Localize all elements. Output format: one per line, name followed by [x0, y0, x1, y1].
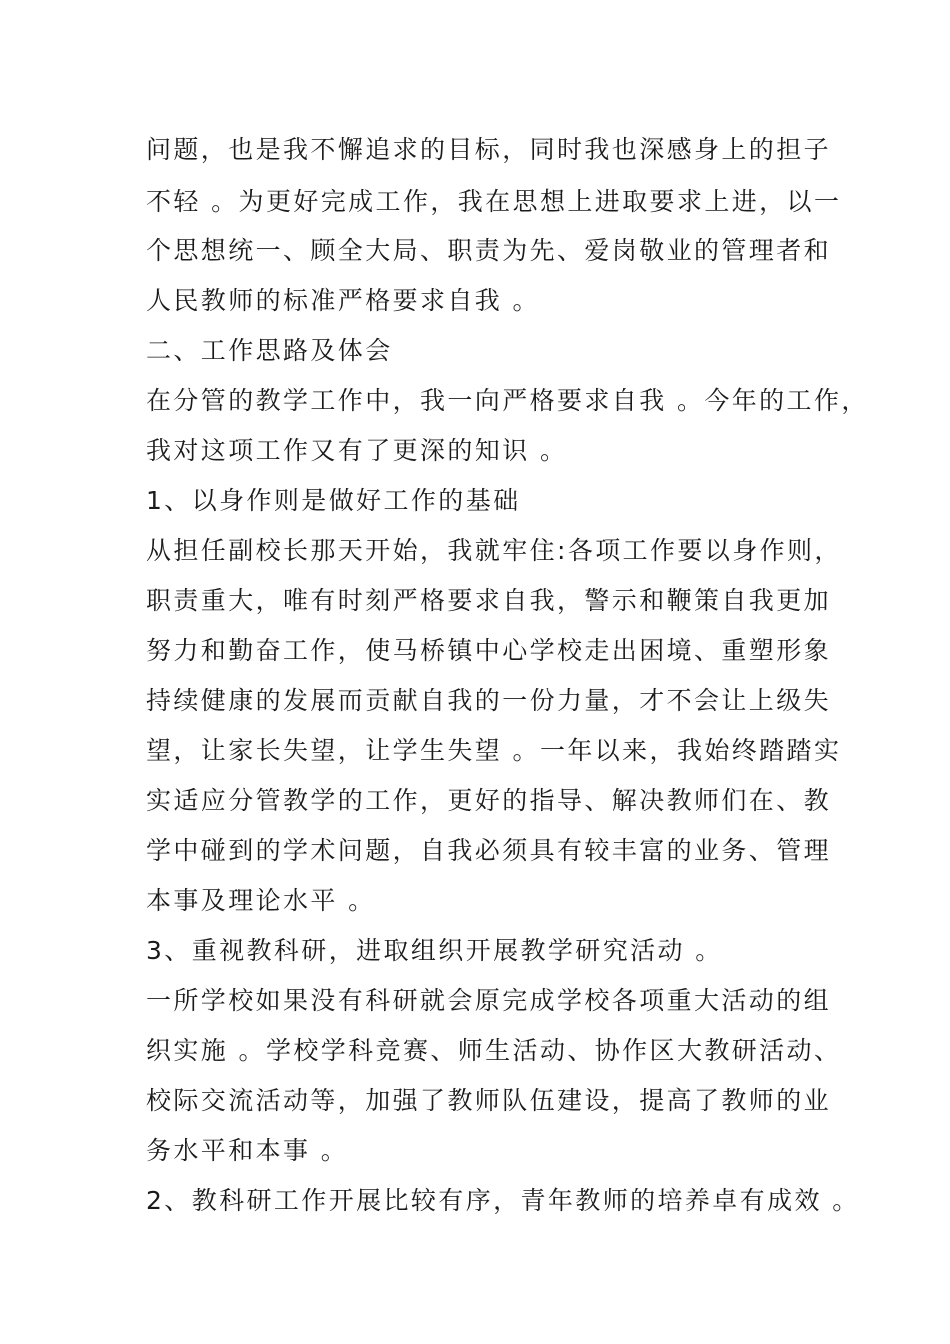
text-line: 从担任副校长那天开始，我就牢住:各项工作要以身作则，: [146, 536, 842, 565]
text-line: 努力和勤奋工作，使马桥镇中心学校走出困境、重塑形象: [146, 636, 832, 665]
section-heading: 二、工作思路及体会: [146, 336, 393, 365]
subsection-heading: 2、教科研工作开展比较有序，青年教师的培养卓有成效 。: [146, 1186, 860, 1215]
text-line: 持续健康的发展而贡献自我的一份力量，才不会让上级失: [146, 686, 832, 715]
text-line: 不轻 。为更好完成工作，我在思想上进取要求上进，以一: [146, 187, 842, 216]
text-line: 校际交流活动等，加强了教师队伍建设，提高了教师的业: [146, 1086, 832, 1115]
text-line: 问题，也是我不懈追求的目标，同时我也深感身上的担子: [146, 135, 832, 164]
text-line: 望，让家长失望，让学生失望 。一年以来，我始终踏踏实: [146, 736, 842, 765]
text-line: 一所学校如果没有科研就会原完成学校各项重大活动的组: [146, 986, 832, 1015]
text-line: 实适应分管教学的工作，更好的指导、解决教师们在、教: [146, 786, 832, 815]
text-line: 我对这项工作又有了更深的知识 。: [146, 436, 568, 465]
text-line: 个思想统一、顾全大局、职责为先、爱岗敬业的管理者和: [146, 236, 832, 265]
subsection-heading: 1、以身作则是做好工作的基础: [146, 486, 521, 515]
text-line: 学中碰到的学术问题，自我必须具有较丰富的业务、管理: [146, 836, 832, 865]
text-line: 人民教师的标准严格要求自我 。: [146, 286, 540, 315]
subsection-heading: 3、重视教科研，进取组织开展教学研究活动 。: [146, 936, 723, 965]
text-line: 在分管的教学工作中，我一向严格要求自我 。今年的工作，: [146, 386, 869, 415]
text-line: 务水平和本事 。: [146, 1136, 349, 1165]
text-line: 本事及理论水平 。: [146, 886, 376, 915]
text-line: 织实施 。学校学科竞赛、师生活动、协作区大教研活动、: [146, 1036, 842, 1065]
text-line: 职责重大，唯有时刻严格要求自我，警示和鞭策自我更加: [146, 586, 832, 615]
